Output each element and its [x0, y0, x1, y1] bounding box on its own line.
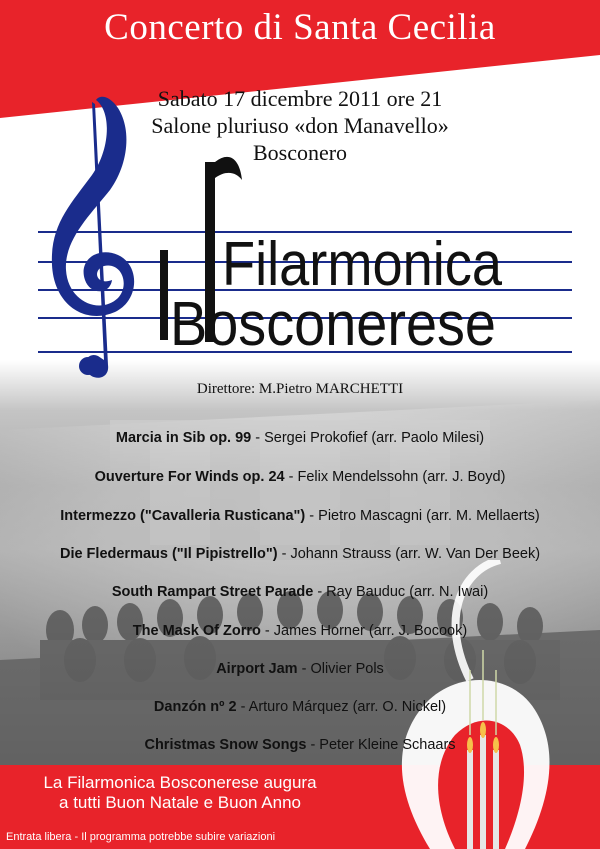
logo-line2 — [170, 290, 528, 359]
director-line: Direttore: M.Pietro MARCHETTI — [196, 381, 404, 397]
program-title: Airport Jam — [216, 661, 298, 677]
program-item — [0, 469, 600, 485]
program-title: Danzón nº 2 — [153, 699, 237, 715]
poster-title: Concerto di Santa Cecilia — [104, 7, 496, 48]
logo-line1-initial: F — [222, 230, 260, 299]
event-venue: Salone pluriuso «don Manavello» — [151, 113, 449, 138]
event-date: Sabato 17 dicembre 2011 ore 21 — [157, 86, 443, 111]
program-title: Die Fledermaus ("Il Pipistrello") — [59, 546, 278, 562]
program-item — [0, 584, 600, 600]
greeting-line2: a tutti Buon Natale e Buon Anno — [59, 793, 301, 812]
program-details: - Pietro Mascagni (arr. M. Mellaerts) — [305, 508, 540, 524]
program-details: - Peter Kleine Schaars — [306, 737, 456, 753]
program-item — [0, 661, 600, 677]
program-details: - Sergei Prokofief (arr. Paolo Milesi) — [251, 430, 485, 446]
footer-note: Entrata libera - Il programma potrebbe subire variazioni — [6, 831, 276, 843]
program-title: Intermezzo ("Cavalleria Rusticana") — [60, 508, 306, 524]
logo-line1-rest: ilarmonica — [255, 230, 538, 299]
logo-line1 — [222, 230, 538, 299]
program-item — [0, 508, 600, 524]
program-item — [0, 546, 600, 562]
program-title: Christmas Snow Songs — [144, 737, 307, 753]
greeting-line1: La Filarmonica Bosconerese augura — [43, 773, 317, 792]
program-title: Ouverture For Winds op. 24 — [94, 469, 285, 485]
program-item — [0, 699, 600, 715]
logo-line2-initial: B — [170, 290, 212, 359]
program-details: - Felix Mendelssohn (arr. J. Boyd) — [284, 469, 506, 485]
logo-line2-rest: osconerese — [207, 290, 528, 359]
greeting — [0, 773, 360, 813]
program-details: - Olivier Pols — [297, 661, 384, 677]
program-details: - Johann Strauss (arr. W. Van Der Beek) — [277, 546, 541, 562]
program-title: South Rampart Street Parade — [111, 584, 314, 600]
program-details: - James Horner (arr. J. Bocook) — [260, 623, 468, 639]
program-item — [0, 623, 600, 639]
program-item — [0, 737, 600, 753]
program-title: The Mask Of Zorro — [132, 623, 261, 639]
event-town: Bosconero — [252, 140, 348, 165]
program-details: - Arturo Márquez (arr. O. Nickel) — [236, 699, 447, 715]
treble-clef-icon — [52, 97, 134, 378]
program-item — [0, 430, 600, 446]
band-logo — [0, 90, 600, 380]
program-title: Marcia in Sib op. 99 — [115, 430, 252, 446]
program-details: - Ray Bauduc (arr. N. Iwai) — [313, 584, 489, 600]
